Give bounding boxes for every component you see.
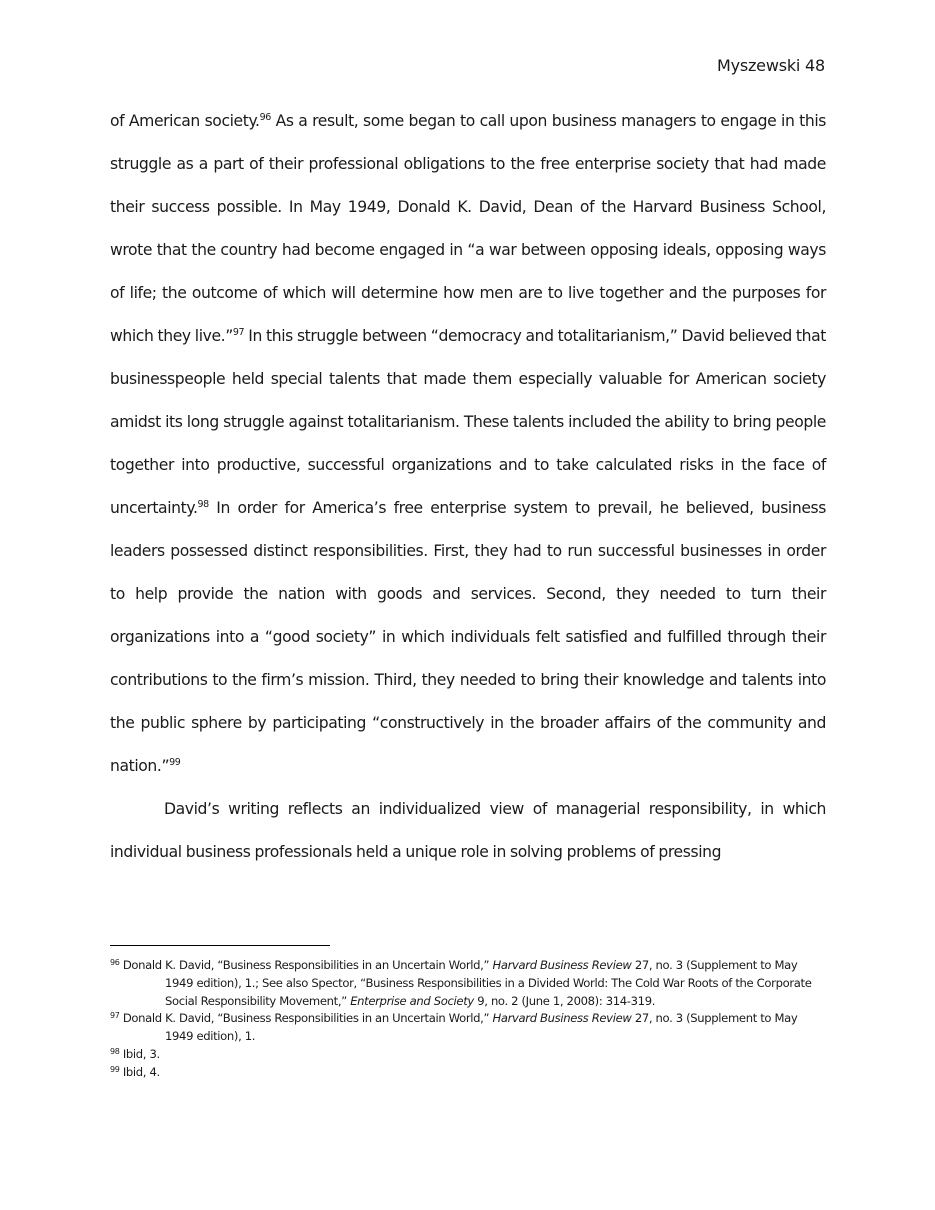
- text-run: Donald K. David, “Business Responsibilities in an Uncertain World,”: [119, 958, 493, 972]
- footnotes: [110, 957, 826, 1082]
- italic-title: Harvard Business Review: [492, 1011, 632, 1026]
- footnote-reference: 99: [169, 757, 181, 768]
- footnote-number: 96: [110, 958, 120, 967]
- text-run: Ibid, 4.: [119, 1064, 160, 1079]
- footnote: [110, 957, 826, 1010]
- footnote-number: 99: [110, 1064, 120, 1074]
- text-run: In order for America’s free enterprise system to prevail, he believed, business leaders possessed distinct responsibilities. First, they had to run successful businesses in order to help provide the nation with goods and services. Second, they needed to turn their organizations into a “good society” in which individuals felt satisfied and fulfilled through their contributions to the firm’s mission. Third, they needed to bring their knowledge and talents into the public sphere by participating “constructively in the broader affairs of the community and nation.”: [110, 499, 826, 775]
- text-run: 27, no. 3 (Supplement to May 1949 edition), 1.: [165, 1011, 798, 1044]
- footnote-reference: 97: [232, 327, 245, 338]
- text-run: 27, no. 3 (Supplement to May 1949 edition), 1.; See also Spector, “Business Responsibilities in a Divided World: The Cold War Roots of the Corporate Social Responsibility Movement,”: [165, 958, 812, 1008]
- text-run: In this struggle between “democracy and totalitarianism,” David believed that businesspeople held special talents that made them especially valuable for American society amidst its long struggle against totalitarianism. These talents included the ability to bring people together into productive, successful organizations and to take calculated risks in the face of uncertainty.: [110, 327, 826, 517]
- text-run: David’s writing reflects an individualized view of managerial responsibility, in which individual business professionals held a unique role in solving problems of pressing: [110, 800, 826, 861]
- body-paragraph: [110, 100, 826, 788]
- text-run: of American society.: [110, 112, 260, 130]
- text-run: As a result, some began to call upon business managers to engage in this struggle as a part of their professional obligations to the free enterprise society that had made their success possible. In May 1949, Donald K. David, Dean of the Harvard Business School, wrote that the country had become engaged in “a war between opposing ideals, opposing ways of life; the outcome of which will determine how men are to live together and the purposes for which they live.”: [110, 112, 826, 345]
- footnote-number: 98: [110, 1046, 120, 1056]
- footnote: [110, 1010, 826, 1046]
- italic-title: Harvard Business Review: [492, 958, 632, 972]
- footnote: [110, 1046, 826, 1064]
- italic-title: Enterprise and Society: [350, 993, 474, 1008]
- body-paragraph: [110, 788, 826, 874]
- footnote-separator: [110, 945, 330, 946]
- footnote-reference: 96: [259, 112, 271, 123]
- running-head: Myszewski 48: [716, 56, 825, 75]
- footnote-number: 97: [110, 1011, 120, 1021]
- text-run: Donald K. David, “Business Responsibilities in an Uncertain World,”: [119, 1011, 493, 1026]
- footnote-reference: 98: [197, 499, 209, 510]
- footnote: [110, 1064, 826, 1082]
- body-text: [110, 100, 826, 874]
- text-run: 9, no. 2 (June 1, 2008): 314-319.: [473, 993, 656, 1008]
- text-run: Ibid, 3.: [119, 1046, 160, 1061]
